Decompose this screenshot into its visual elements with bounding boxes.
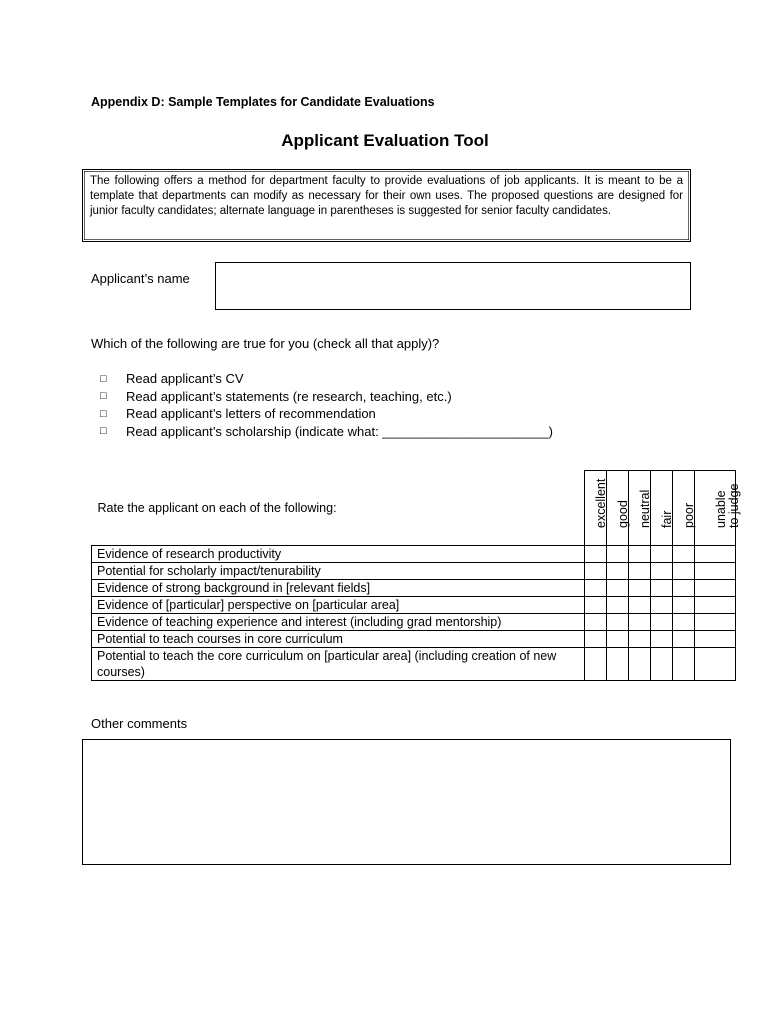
scale-header-unable-to-judge: unable to judge	[694, 471, 735, 546]
table-row	[92, 631, 736, 648]
criterion-label: Evidence of [particular] perspective on [particular area]	[92, 597, 585, 614]
rating-cell[interactable]	[584, 631, 606, 648]
criterion-label: Evidence of strong background in [relevant fields]	[92, 580, 585, 597]
scale-header-good: good	[606, 471, 628, 546]
rating-cell[interactable]	[672, 648, 694, 681]
rating-cell[interactable]	[650, 631, 672, 648]
rating-cell[interactable]	[606, 546, 628, 563]
rating-cell[interactable]	[628, 648, 650, 681]
rating-cell[interactable]	[650, 563, 672, 580]
rating-cell[interactable]	[584, 648, 606, 681]
rating-cell[interactable]	[628, 631, 650, 648]
checklist-question: Which of the following are true for you (check all that apply)?	[91, 336, 440, 351]
checkbox-statements[interactable]: □	[100, 390, 107, 403]
rating-cell[interactable]	[694, 614, 735, 631]
rating-cell[interactable]	[606, 597, 628, 614]
scale-header-neutral: neutral	[628, 471, 650, 546]
table-row	[92, 580, 736, 597]
rating-cell[interactable]	[694, 631, 735, 648]
rating-cell[interactable]	[672, 580, 694, 597]
scale-header-fair: fair	[650, 471, 672, 546]
rating-cell[interactable]	[584, 597, 606, 614]
rating-prompt: Rate the applicant on each of the following:	[92, 471, 585, 546]
other-comments-field[interactable]	[82, 739, 731, 865]
rating-cell[interactable]	[694, 546, 735, 563]
rating-cell[interactable]	[650, 614, 672, 631]
rating-cell[interactable]	[628, 580, 650, 597]
checklist-label: Read applicant’s scholarship (indicate what: _______________________)	[126, 423, 553, 439]
criterion-label: Evidence of teaching experience and interest (including grad mentorship)	[92, 614, 585, 631]
rating-cell[interactable]	[606, 614, 628, 631]
rating-cell[interactable]	[628, 546, 650, 563]
rating-cell[interactable]	[628, 614, 650, 631]
rating-cell[interactable]	[584, 580, 606, 597]
checkbox-scholarship[interactable]: □	[100, 425, 107, 438]
rating-cell[interactable]	[672, 631, 694, 648]
table-row	[92, 614, 736, 631]
rating-cell[interactable]	[584, 614, 606, 631]
rating-cell[interactable]	[672, 597, 694, 614]
rating-table	[91, 470, 741, 681]
rating-cell[interactable]	[606, 631, 628, 648]
rating-cell[interactable]	[672, 614, 694, 631]
rating-cell[interactable]	[628, 563, 650, 580]
rating-cell[interactable]	[584, 563, 606, 580]
table-row	[92, 546, 736, 563]
checklist-label: Read applicant’s CV	[126, 371, 244, 387]
rating-cell[interactable]	[650, 546, 672, 563]
rating-cell[interactable]	[694, 563, 735, 580]
rating-cell[interactable]	[650, 597, 672, 614]
criterion-label: Evidence of research productivity	[92, 546, 585, 563]
checklist	[100, 370, 553, 440]
checklist-label: Read applicant’s letters of recommendation	[126, 406, 376, 422]
page-title: Applicant Evaluation Tool	[281, 131, 489, 150]
rating-cell[interactable]	[694, 597, 735, 614]
checklist-label: Read applicant’s statements (re research, teaching, etc.)	[126, 388, 452, 404]
applicant-name-label: Applicant’s name	[91, 271, 190, 286]
rating-cell[interactable]	[650, 580, 672, 597]
other-comments-label: Other comments	[91, 716, 188, 731]
criterion-label: Potential for scholarly impact/tenurability	[92, 563, 585, 580]
scale-header-poor: poor	[672, 471, 694, 546]
table-row	[92, 597, 736, 614]
table-row	[92, 563, 736, 580]
rating-cell[interactable]	[672, 563, 694, 580]
rating-cell[interactable]	[694, 648, 735, 681]
rating-cell[interactable]	[672, 546, 694, 563]
rating-cell[interactable]	[650, 648, 672, 681]
scale-header-excellent: excellent	[584, 471, 606, 546]
checkbox-cv[interactable]: □	[100, 372, 107, 385]
criterion-label: Potential to teach courses in core curriculum	[92, 631, 585, 648]
checklist-item-scholarship	[100, 423, 553, 441]
checklist-item-letters	[100, 405, 553, 423]
rating-cell[interactable]	[584, 546, 606, 563]
rating-cell[interactable]	[694, 580, 735, 597]
checklist-item-cv	[100, 370, 553, 388]
rating-cell[interactable]	[606, 648, 628, 681]
checklist-item-statements	[100, 388, 553, 406]
intro-paragraph: The following offers a method for department faculty to provide evaluations of job applicants. It is meant to be a template that departments can modify as necessary for their own uses. The proposed questions are designed for junior faculty candidates; alternate language in parentheses is suggested for senior faculty candidates.	[82, 169, 691, 242]
applicant-name-field[interactable]	[215, 262, 691, 310]
rating-cell[interactable]	[606, 580, 628, 597]
criterion-label: Potential to teach the core curriculum on [particular area] (including creation of new courses)	[92, 648, 585, 681]
appendix-heading: Appendix D: Sample Templates for Candidate Evaluations	[91, 95, 435, 109]
rating-cell[interactable]	[606, 563, 628, 580]
rating-header-row	[92, 471, 736, 546]
checkbox-letters[interactable]: □	[100, 407, 107, 420]
table-row	[92, 648, 736, 681]
rating-cell[interactable]	[628, 597, 650, 614]
